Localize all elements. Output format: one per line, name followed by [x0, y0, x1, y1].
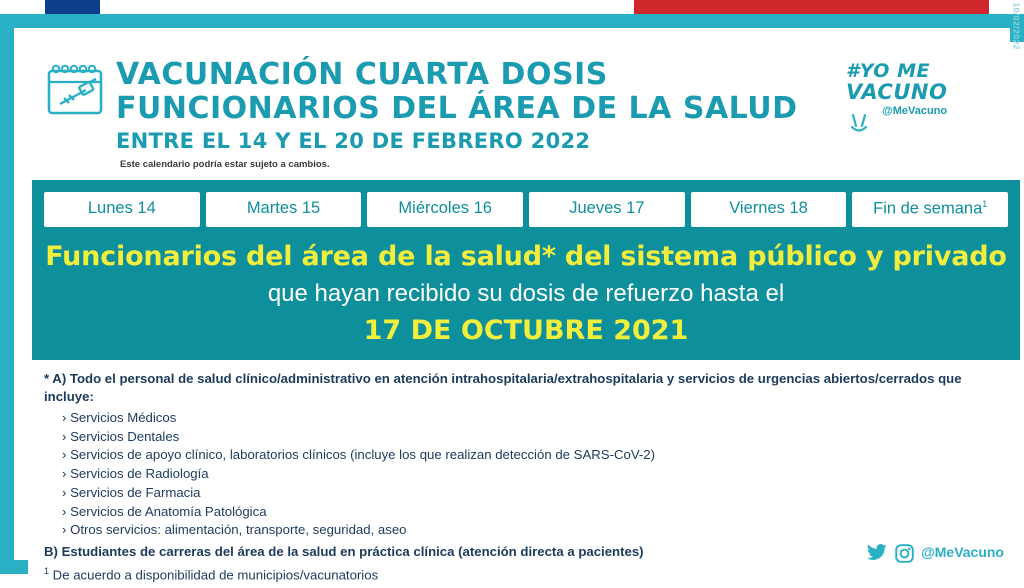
list-item: › Otros servicios: alimentación, transporte, seguridad, aseo — [62, 521, 1008, 540]
day-cell-tuesday[interactable] — [206, 192, 362, 227]
page-title-line-1: VACUNACIÓN CUARTA DOSIS — [116, 57, 608, 92]
list-item: › Servicios Dentales — [62, 428, 1008, 447]
panel-message-line-1: Funcionarios del área de la salud* del sistema público y privado — [45, 240, 1007, 272]
footnote-marker: 1 — [44, 565, 50, 576]
page-title-line-2: FUNCIONARIOS DEL ÁREA DE LA SALUD — [116, 90, 798, 126]
flag-segment-blue — [45, 0, 100, 14]
list-item: › Servicios de Radiología — [62, 465, 1008, 484]
schedule-panel — [32, 180, 1020, 360]
brand-line-1: #YO ME — [846, 60, 930, 82]
footnote-lead: * A) Todo el personal de salud clínico/administrativo en atención intrahospitalaria/extrahospitalaria y servicios de urgencias abiertos/cerrados que incluye: — [44, 370, 962, 405]
list-item: › Servicios Médicos — [62, 409, 1008, 428]
footnote-line-c — [44, 565, 1008, 585]
day-cell-weekend[interactable] — [852, 192, 1008, 227]
panel-message-line-2: que hayan recibido su dosis de refuerzo hasta el — [267, 279, 785, 307]
brand-handle: @MeVacuno — [882, 105, 948, 118]
day-label: Martes 15 — [246, 199, 321, 217]
day-cell-friday[interactable] — [691, 192, 847, 227]
flag-segment-red — [634, 0, 989, 14]
hand-peace-icon — [846, 106, 876, 136]
date-stamp: 10/02/2022 — [1012, 2, 1022, 50]
social-handle-label: @MeVacuno — [921, 544, 1004, 561]
instagram-icon[interactable] — [895, 544, 914, 563]
days-row — [44, 192, 1008, 227]
list-item: › Servicios de Farmacia — [62, 484, 1008, 503]
day-label: Miércoles 16 — [398, 199, 492, 217]
day-cell-monday[interactable] — [44, 192, 200, 227]
teal-frame — [0, 2, 1024, 583]
footnote-line-c-text: De acuerdo a disponibilidad de municipios/vacunatorios — [49, 567, 379, 583]
footnotes — [28, 360, 1024, 585]
day-cell-thursday[interactable] — [529, 192, 685, 227]
flag-segment-white-left — [0, 0, 45, 14]
title-block — [116, 58, 797, 170]
footnote-list — [62, 409, 1008, 540]
day-label-footnote-marker: 1 — [982, 199, 988, 209]
twitter-icon[interactable] — [866, 544, 888, 562]
day-label: Viernes 18 — [729, 199, 808, 217]
list-item: › Servicios de apoyo clínico, laboratorios clínicos (incluye los que realizan detección de SARS-CoV-2) — [62, 446, 1008, 465]
calendar-disclaimer: Este calendario podría estar sujeto a cambios. — [120, 159, 330, 171]
poster-inner — [28, 2, 1024, 588]
day-cell-wednesday[interactable] — [367, 192, 523, 227]
day-label: Fin de semana — [873, 199, 983, 218]
flag-segment-white-middle — [100, 0, 634, 14]
footnote-line-b: B) Estudiantes de carreras del área de la salud en práctica clínica (atención directa a pacientes) — [44, 544, 644, 560]
brand-line-2: VACUNO — [846, 80, 948, 104]
header — [28, 2, 1024, 180]
brand-logo — [846, 62, 996, 117]
social-handles — [866, 543, 1004, 563]
panel-message-line-3: 17 DE OCTUBRE 2021 — [363, 314, 689, 346]
flag-bar — [0, 0, 1024, 14]
day-label: Lunes 14 — [87, 199, 156, 217]
day-label: Jueves 17 — [569, 199, 645, 217]
list-item: › Servicios de Anatomía Patológica — [62, 503, 1008, 522]
calendar-syringe-icon — [46, 62, 108, 120]
page-subtitle-dates: ENTRE EL 14 Y EL 20 DE FEBRERO 2022 — [116, 129, 591, 154]
